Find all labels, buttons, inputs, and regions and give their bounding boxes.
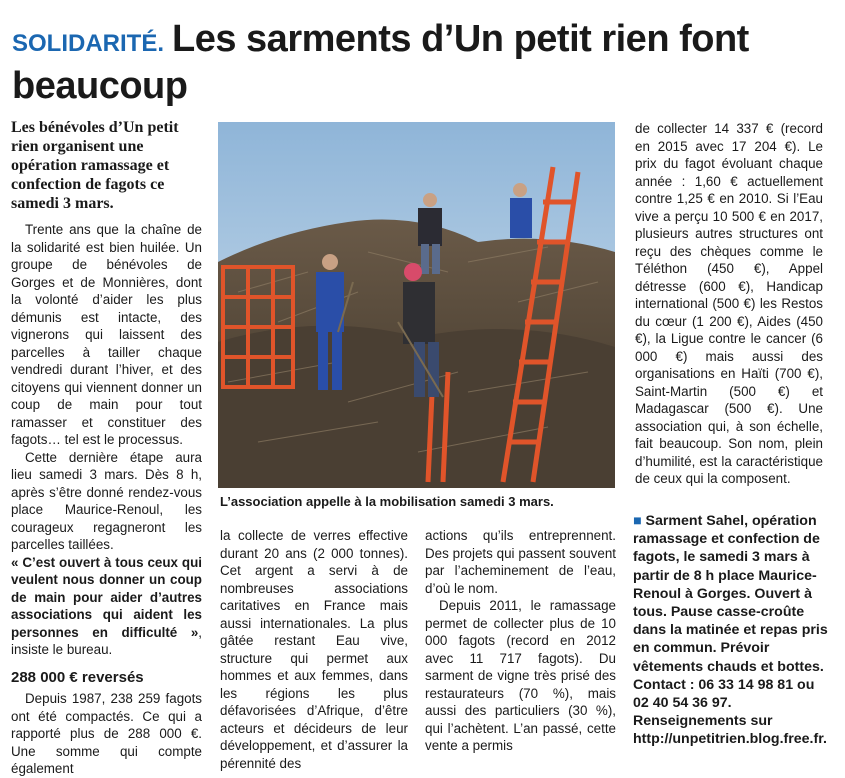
- article-photo: [218, 122, 615, 488]
- photo-caption: L’association appelle à la mobilisation samedi 3 mars.: [220, 494, 554, 509]
- pull-quote: « C’est ouvert à tous ceux qui veulent nous donner un coup de main pour aider d’autres associations qui aident les personnes en difficulté »: [11, 554, 202, 640]
- practical-info-text: Sarment Sahel, opération ramassage et confection de fagots, le samedi 3 mars à partir de 8 h place Maurice-Renoul à Gorges. Ouvert à tous. Pause casse-croûte dans la matinée et repas pris en commun. Prévoir vêtements chauds et bottes. Contact : 06 33 14 98 81 ou 02 40 54 36 97. Renseignements sur http://unpetitrien.blog.free.fr.: [633, 513, 828, 748]
- quote-paragraph: [11, 554, 202, 659]
- column-1: [11, 221, 202, 778]
- quote-attribution: , insiste le bureau.: [11, 624, 202, 657]
- column-4: [635, 120, 823, 488]
- paragraph: Cette dernière étape aura lieu samedi 3 mars. Dès 8 h, après s’être donné rendez-vous place Maurice-Renoul, les courageux regagneront les parcelles taillées.: [11, 449, 202, 552]
- article-lead: Les bénévoles d’Un petit rien organisent une opération ramassage et confection de fagots ce samedi 3 mars.: [11, 119, 179, 212]
- column-3: [425, 527, 616, 755]
- paragraph: Depuis 1987, 238 259 fagots ont été compactés. Ce qui a rapporté plus de 288 000 €. Une somme qui compte également: [11, 691, 202, 776]
- subheading: 288 000 € reversés: [11, 668, 144, 686]
- paragraph: la collecte de verres effective durant 20 ans (2 000 tonnes). Cet argent a servi à de nombreuses associations caritatives en France mais aussi internationales. La plus gâtée restant Eau vive, structure qui permet aux hommes et aux femmes, dans les régions les plus défavorisées d’Afrique, d’être acteurs et décideurs de leur développement, et d’assurer la pérennité des: [220, 528, 408, 771]
- column-2: [220, 527, 408, 772]
- paragraph: de collecter 14 337 € (record en 2015 avec 17 204 €). Le prix du fagot évoluant chaque année : 1,60 € actuellement contre 1,25 € en 2010. Si l’Eau vive a perçu 10 500 € en 2017, plusieurs autres structures ont reçu des chèques comme le Téléthon (450 €), Appel détresse (600 €), Handicap international (500 €) les Restos du cœur (1 200 €), Aides (450 €), la Ligue contre le cancer (6 000 €) mais aussi des organisations en Haïti (700 €), Saint-Martin (500 €) et Madagascar (500 €). Une association qui, à son échelle, fait beaucoup. Son nom, plein d’humilité, est la caractéristique de ceux qui la composent.: [635, 121, 823, 486]
- article-title: Les sarments d’Un petit rien font beaucoup: [12, 18, 749, 107]
- paragraph: actions qu’ils entreprennent. Des projets qui passent souvent par l’acheminement de l’eau, d’où le nom.: [425, 528, 616, 596]
- headline: [12, 18, 832, 107]
- paragraph: Trente ans que la chaîne de la solidarité est bien huilée. Un groupe de bénévoles de Gorges et de Monnières, dont la volonté d’aider les plus démunis est intacte, des vignerons qui laissent des parcelles à tailler chaque vendredi durant l’hiver, et des citoyens qui viennent donner un coup de main pour tout ramasser et constituer des fagots… tel est le processus.: [11, 222, 202, 447]
- bullet-square-icon: ■: [633, 513, 642, 529]
- paragraph: Depuis 2011, le ramassage permet de collecter plus de 10 000 fagots (record en 2012 avec 11 717 fagots). Du sarment de vigne très prisé des restaurateurs (70 %), mais aussi des particuliers (30 %), qui l’achètent. L’an passé, cette vente a permis: [425, 598, 616, 753]
- practical-info-box: [633, 512, 829, 749]
- fagot-collection-illustration: [218, 122, 615, 488]
- section-kicker: SOLIDARITÉ.: [12, 30, 165, 57]
